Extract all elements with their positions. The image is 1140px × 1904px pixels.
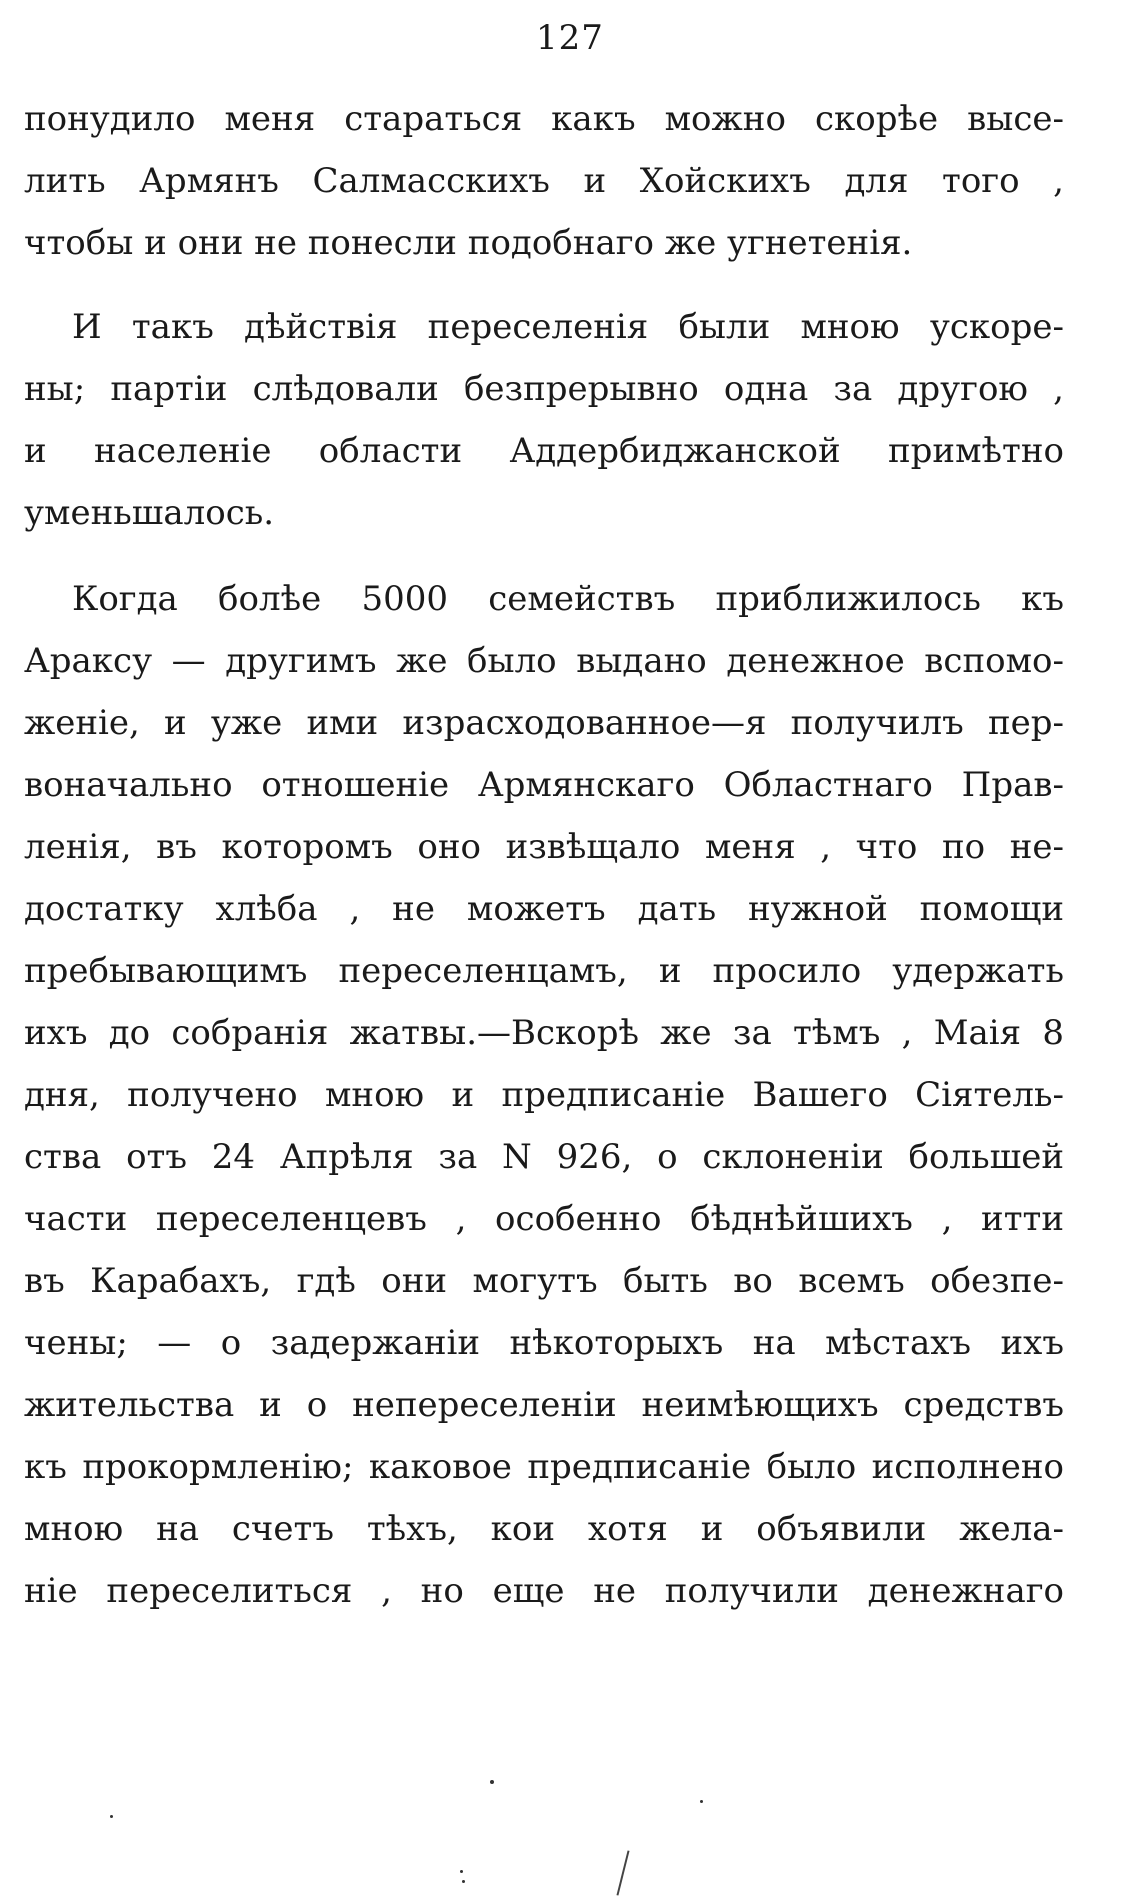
scan-speck: [110, 1815, 113, 1818]
text-line: дня, получено мною и предписаніе Вашего Сіятель-: [24, 1075, 1064, 1115]
text-line: въ Карабахъ, гдѣ они могутъ быть во всемъ обезпе-: [24, 1261, 1064, 1301]
paragraph-1: [24, 88, 1064, 274]
text-line: ны; партіи слѣдовали безпрерывно одна за другою ,: [24, 369, 1064, 409]
text-line: Когда болѣе 5000 семействъ приближилось къ: [72, 579, 1064, 619]
text-line: ніе переселиться , но еще не получили денежнаго: [24, 1571, 1064, 1611]
scan-speck: [490, 1780, 494, 1784]
paragraph-3: [24, 568, 1064, 1622]
text-line: жительства и о непереселеніи неимѣющихъ средствъ: [24, 1385, 1064, 1425]
scan-speck: [460, 1870, 463, 1873]
text-line: чтобы и они не понесли подобнаго же угнетенія.: [24, 223, 913, 263]
scan-mark: [616, 1850, 629, 1895]
text-line: Араксу — другимъ же было выдано денежное вспомо-: [24, 641, 1064, 681]
text-line: ихъ до собранія жатвы.—Вскорѣ же за тѣмъ , Маія 8: [24, 1013, 1064, 1053]
text-line: и населеніе области Аддербиджанской примѣтно: [24, 431, 1064, 471]
text-line: чены; — о задержаніи нѣкоторыхъ на мѣстахъ ихъ: [24, 1323, 1064, 1363]
text-line: И такъ дѣйствія переселенія были мною ускоре-: [72, 307, 1064, 347]
text-line: ленія, въ которомъ оно извѣщало меня , что по не-: [24, 827, 1064, 867]
text-line: воначально отношеніе Армянскаго Областнаго Прав-: [24, 765, 1064, 805]
text-line: къ прокормленію; каковое предписаніе было исполнено: [24, 1447, 1064, 1487]
scan-speck: [700, 1800, 703, 1803]
scan-speck: [462, 1880, 465, 1883]
text-line: понудило меня стараться какъ можно скорѣе высе-: [24, 99, 1064, 139]
text-line: части переселенцевъ , особенно бѣднѣйшихъ , итти: [24, 1199, 1064, 1239]
text-line: лить Армянъ Салмасскихъ и Хойскихъ для того ,: [24, 161, 1064, 201]
paragraph-2: [24, 296, 1064, 544]
text-line: женіе, и уже ими израсходованное—я получилъ пер-: [24, 703, 1064, 743]
text-line: пребывающимъ переселенцамъ, и просило удержать: [24, 951, 1064, 991]
page-number: 127: [536, 18, 604, 58]
text-line: уменьшалось.: [24, 493, 275, 533]
text-line: достатку хлѣба , не можетъ дать нужной помощи: [24, 889, 1064, 929]
text-line: мною на счетъ тѣхъ, кои хотя и объявили жела-: [24, 1509, 1064, 1549]
text-line: ства отъ 24 Апрѣля за N 926, о склоненіи большей: [24, 1137, 1064, 1177]
